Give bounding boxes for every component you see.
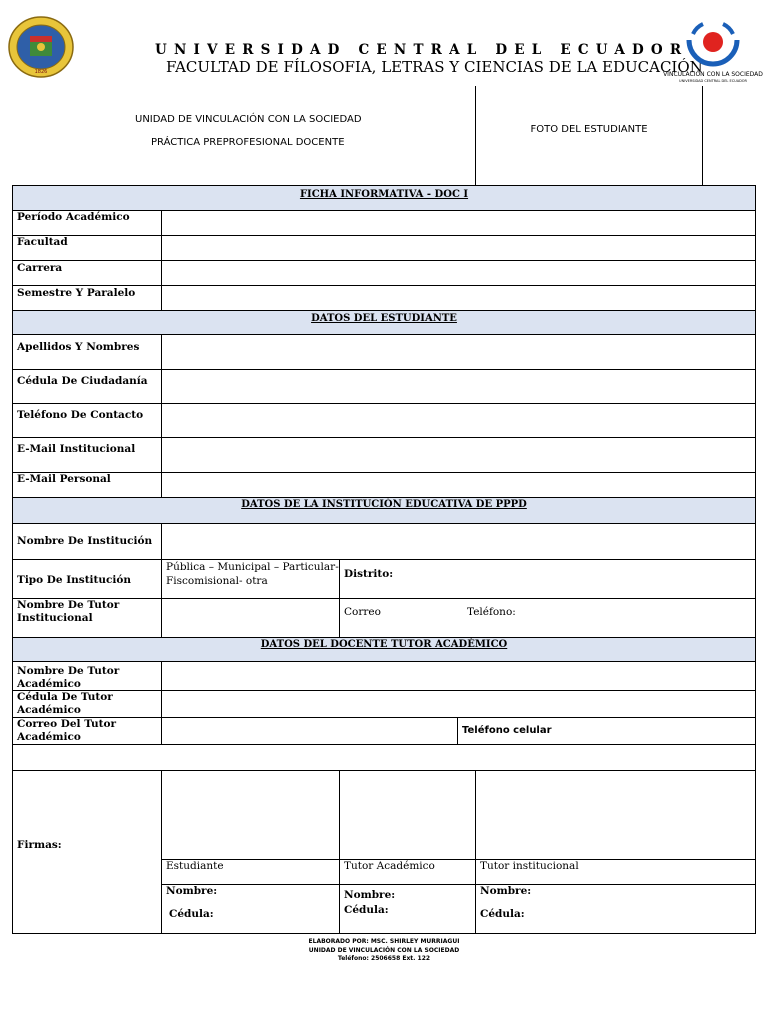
correo-tutor-label-1: Correo Del Tutor	[17, 718, 117, 730]
cedula-field[interactable]	[162, 370, 755, 402]
firma-estudiante-area[interactable]	[162, 771, 338, 858]
correo-tutor-label-2: Académico	[17, 731, 81, 743]
firma-tutor-institucional-nombre: Nombre:	[480, 885, 532, 897]
cedula-tutor-label-2: Académico	[17, 704, 81, 716]
seal-year: 1826	[34, 69, 48, 75]
apellidos-field[interactable]	[162, 335, 755, 368]
nombre-tutor-label-1: Nombre De Tutor	[17, 665, 120, 677]
footer-line3: Teléfono: 2506658 Ext. 122	[337, 955, 431, 962]
periodo-label: Período Académico	[17, 211, 130, 223]
docente-title: DATOS DEL DOCENTE TUTOR ACADÉMICO	[260, 639, 508, 650]
firma-tutor-academico-cedula: Cédula:	[344, 904, 389, 916]
email-institucional-field[interactable]	[162, 438, 755, 471]
practice-title: PRÁCTICA PREPROFESIONAL DOCENTE	[151, 137, 345, 148]
tipo-institucion-label: Tipo De Institución	[17, 574, 132, 586]
nombre-tutor-label-2: Académico	[17, 678, 81, 690]
facultad-field[interactable]	[162, 236, 755, 259]
tipo-options-line2: Fiscomisional- otra	[166, 575, 268, 587]
footer-line2: UNIDAD DE VINCULACIÓN CON LA SOCIEDAD	[308, 947, 460, 954]
correo-tutor-field[interactable]	[162, 718, 456, 743]
apellidos-label: Apellidos Y Nombres	[17, 341, 140, 353]
tipo-options-line1: Pública – Municipal – Particular-	[166, 561, 339, 573]
nombre-institucion-field[interactable]	[162, 524, 755, 558]
logo-right-text: VINCULACIÓN CON LA SOCIEDAD	[663, 71, 763, 78]
logo-right-subtext: UNIVERSIDAD CENTRAL DEL ECUADOR	[679, 79, 747, 83]
cedula-label: Cédula De Ciudadanía	[17, 375, 148, 387]
firma-estudiante-caption: Estudiante	[166, 860, 224, 872]
telefono-institucion-label: Teléfono:	[467, 606, 516, 618]
firma-tutor-academico-caption: Tutor Académico	[344, 860, 435, 872]
nombre-institucion-label: Nombre De Institución	[17, 535, 153, 547]
cedula-tutor-field[interactable]	[162, 691, 755, 716]
faculty-name: FACULTAD DE FÍLOSOFIA, LETRAS Y CIENCIAS DE LA EDUCACIÓN	[166, 58, 703, 76]
firma-tutor-institucional-cedula: Cédula:	[480, 908, 525, 920]
carrera-field[interactable]	[162, 261, 755, 284]
tutor-institucional-field[interactable]	[162, 599, 338, 636]
firma-estudiante-cedula: Cédula:	[169, 908, 214, 920]
firmas-label: Firmas:	[17, 839, 62, 851]
ficha-title: FICHA INFORMATIVA - DOC I	[299, 189, 469, 200]
firma-tutor-institucional-caption: Tutor institucional	[480, 860, 579, 872]
cedula-tutor-label-1: Cédula De Tutor	[17, 691, 113, 703]
unit-title: UNIDAD DE VINCULACIÓN CON LA SOCIEDAD	[135, 114, 362, 125]
university-seal-logo	[8, 16, 74, 78]
firma-tutor-institucional-area[interactable]	[476, 771, 755, 858]
semestre-field[interactable]	[162, 286, 755, 309]
telefono-celular-label: Teléfono celular	[462, 725, 552, 736]
distrito-label: Distrito:	[344, 568, 394, 580]
firma-tutor-academico-nombre: Nombre:	[344, 889, 396, 901]
nombre-tutor-field[interactable]	[162, 662, 755, 689]
tutor-institucional-label-2: Institucional	[17, 612, 93, 624]
photo-placeholder: FOTO DEL ESTUDIANTE	[530, 124, 648, 135]
facultad-label: Facultad	[17, 236, 68, 248]
telefono-label: Teléfono De Contacto	[17, 409, 144, 421]
email-personal-field[interactable]	[162, 473, 755, 496]
firma-tutor-academico-area[interactable]	[340, 771, 474, 858]
carrera-label: Carrera	[17, 262, 63, 274]
email-personal-label: E-Mail Personal	[17, 473, 111, 485]
semestre-label: Semestre Y Paralelo	[17, 287, 136, 299]
firma-estudiante-nombre: Nombre:	[166, 885, 218, 897]
institucion-title: DATOS DE LA INSTITUCIÓN EDUCATIVA DE PPPD	[241, 499, 527, 510]
periodo-field[interactable]	[162, 211, 755, 234]
tutor-institucional-label-1: Nombre De Tutor	[17, 599, 120, 611]
correo-label: Correo	[344, 606, 381, 618]
telefono-field[interactable]	[162, 404, 755, 436]
footer-line1: ELABORADO POR: MSC. SHIRLEY MURRIAGUI	[308, 938, 460, 945]
university-name: UNIVERSIDAD CENTRAL DEL ECUADOR	[155, 42, 689, 58]
vinculacion-logo	[679, 20, 747, 70]
email-institucional-label: E-Mail Institucional	[17, 443, 136, 455]
estudiante-title: DATOS DEL ESTUDIANTE	[311, 313, 457, 324]
